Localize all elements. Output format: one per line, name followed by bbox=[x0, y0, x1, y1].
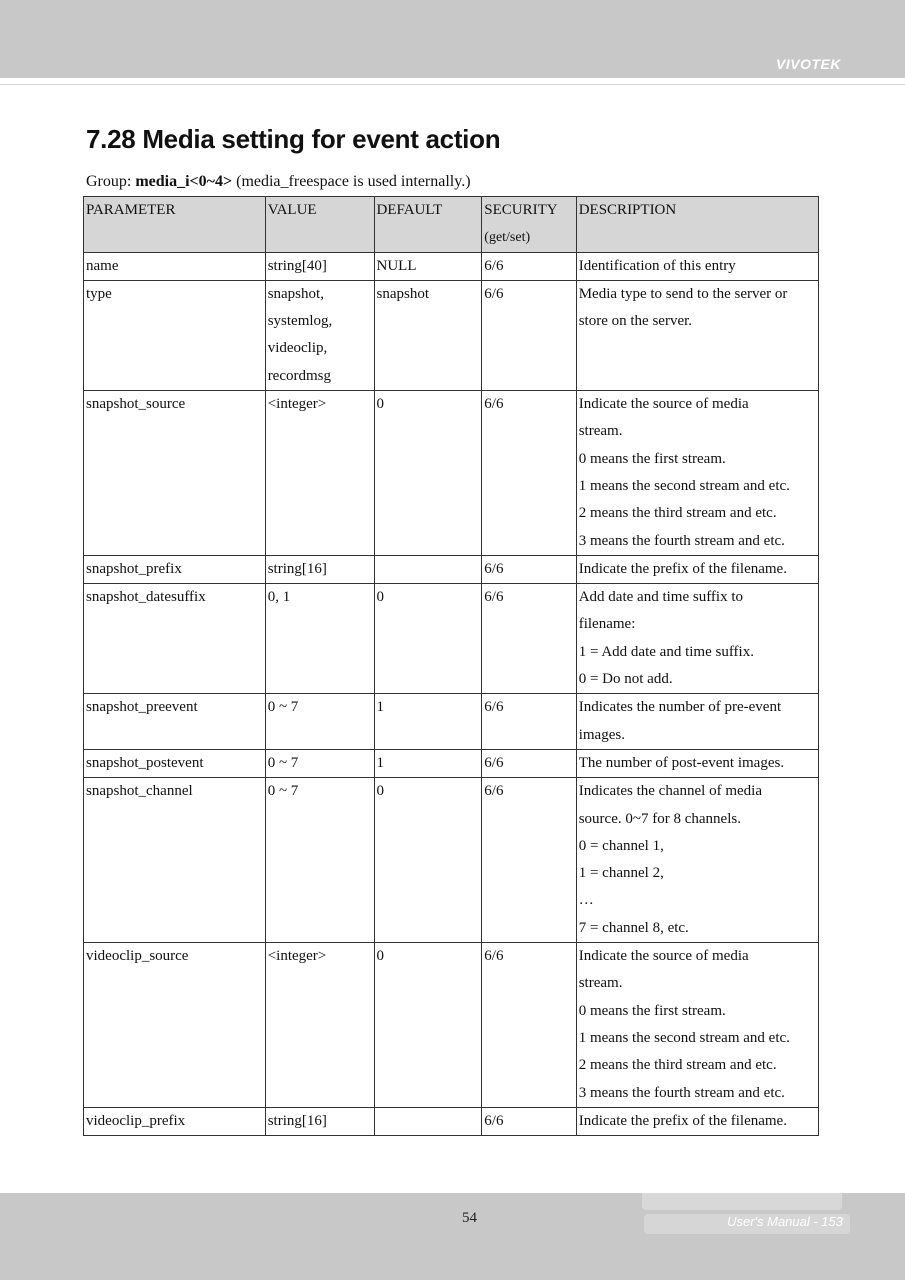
cell-value bbox=[265, 1107, 374, 1135]
cell-value bbox=[265, 584, 374, 694]
cell-default bbox=[374, 1107, 482, 1135]
cell-value-line: 0 ~ 7 bbox=[267, 754, 299, 771]
cell-description-line: Indicate the prefix of the filename. bbox=[578, 1112, 787, 1129]
manual-page-label: User's Manual - 153 bbox=[727, 1214, 843, 1229]
cell-default: 1 bbox=[374, 694, 482, 750]
group-name: media_i<0~4> bbox=[135, 173, 233, 190]
cell-description-line: 2 means the third stream and etc. bbox=[578, 1057, 777, 1074]
cell-value-line: <integer> bbox=[267, 396, 327, 413]
header-security-sub: (get/set) bbox=[484, 230, 531, 246]
cell-description-line: Add date and time suffix to bbox=[578, 589, 743, 606]
cell-value-line: recordmsg bbox=[267, 367, 331, 384]
cell-description-line: 3 means the fourth stream and etc. bbox=[578, 532, 785, 549]
cell-value bbox=[265, 749, 374, 777]
cell-value bbox=[265, 778, 374, 943]
cell-security: 6/6 bbox=[482, 1107, 576, 1135]
table-row bbox=[84, 943, 819, 1108]
cell-parameter: snapshot_preevent bbox=[84, 694, 266, 750]
table-row bbox=[84, 778, 819, 943]
header-parameter: PARAMETER bbox=[84, 197, 266, 253]
cell-description-line: store on the server. bbox=[578, 313, 693, 330]
cell-value-line: 0, 1 bbox=[267, 589, 291, 606]
cell-value-line: videoclip, bbox=[267, 340, 328, 357]
table-row bbox=[84, 1107, 819, 1135]
cell-description-line: stream. bbox=[578, 423, 623, 440]
cell-default: 0 bbox=[374, 943, 482, 1108]
cell-default: snapshot bbox=[374, 280, 482, 390]
table-body bbox=[84, 252, 819, 1136]
cell-parameter: snapshot_source bbox=[84, 391, 266, 556]
cell-value-line: snapshot, bbox=[267, 285, 324, 302]
cell-value-line: 0 ~ 7 bbox=[267, 783, 299, 800]
group-prefix: Group: bbox=[86, 173, 136, 190]
cell-description-line: Indicates the number of pre-event bbox=[578, 699, 782, 716]
section-title: 7.28 Media setting for event action bbox=[86, 124, 501, 154]
cell-security: 6/6 bbox=[482, 694, 576, 750]
cell-description-line: 0 means the first stream. bbox=[578, 450, 726, 467]
cell-value bbox=[265, 555, 374, 583]
cell-value bbox=[265, 694, 374, 750]
cell-parameter: snapshot_prefix bbox=[84, 555, 266, 583]
group-line bbox=[86, 173, 471, 191]
cell-value-line: string[16] bbox=[267, 560, 327, 577]
cell-description-line: 3 means the fourth stream and etc. bbox=[578, 1084, 785, 1101]
cell-value bbox=[265, 391, 374, 556]
header-default: DEFAULT bbox=[374, 197, 482, 253]
cell-description-line: 0 = Do not add. bbox=[578, 671, 673, 688]
table-row bbox=[84, 252, 819, 280]
cell-description-line: source. 0~7 for 8 channels. bbox=[578, 810, 741, 827]
cell-description-line: 2 means the third stream and etc. bbox=[578, 505, 777, 522]
table-row bbox=[84, 555, 819, 583]
cell-default bbox=[374, 555, 482, 583]
cell-default: 0 bbox=[374, 778, 482, 943]
footer-band bbox=[0, 1193, 905, 1280]
header-value: VALUE bbox=[265, 197, 374, 253]
header-security bbox=[482, 197, 576, 253]
header-band bbox=[0, 0, 905, 78]
cell-value bbox=[265, 252, 374, 280]
cell-security: 6/6 bbox=[482, 252, 576, 280]
table-header-row bbox=[84, 197, 819, 253]
cell-value-line: 0 ~ 7 bbox=[267, 699, 299, 716]
table-row bbox=[84, 391, 819, 556]
cell-description bbox=[576, 778, 818, 943]
cell-description-line: The number of post-event images. bbox=[578, 754, 785, 771]
cell-description-line: Identification of this entry bbox=[578, 257, 736, 274]
cell-parameter: snapshot_datesuffix bbox=[84, 584, 266, 694]
cell-description bbox=[576, 694, 818, 750]
cell-description-line: 7 = channel 8, etc. bbox=[578, 919, 689, 936]
cell-description-line: images. bbox=[578, 726, 625, 743]
header-description: DESCRIPTION bbox=[576, 197, 818, 253]
cell-description bbox=[576, 584, 818, 694]
cell-description-line: 0 = channel 1, bbox=[578, 837, 664, 854]
cell-description-line: 0 means the first stream. bbox=[578, 1002, 726, 1019]
cell-description bbox=[576, 391, 818, 556]
page-number: 54 bbox=[462, 1210, 477, 1226]
cell-parameter: type bbox=[84, 280, 266, 390]
cell-value-line: systemlog, bbox=[267, 313, 333, 330]
table-row bbox=[84, 694, 819, 750]
parameter-table bbox=[83, 196, 819, 1136]
table-row bbox=[84, 584, 819, 694]
cell-description bbox=[576, 943, 818, 1108]
cell-value-line: string[40] bbox=[267, 257, 327, 274]
cell-parameter: name bbox=[84, 252, 266, 280]
cell-default: NULL bbox=[374, 252, 482, 280]
cell-description-line: 1 = Add date and time suffix. bbox=[578, 643, 754, 660]
cell-parameter: videoclip_prefix bbox=[84, 1107, 266, 1135]
cell-value-line: string[16] bbox=[267, 1112, 327, 1129]
brand-logo: VIVOTEK bbox=[776, 56, 841, 72]
cell-security: 6/6 bbox=[482, 391, 576, 556]
cell-description bbox=[576, 749, 818, 777]
header-divider bbox=[0, 84, 905, 85]
cell-value bbox=[265, 280, 374, 390]
cell-security: 6/6 bbox=[482, 749, 576, 777]
cell-default: 0 bbox=[374, 391, 482, 556]
cell-parameter: snapshot_postevent bbox=[84, 749, 266, 777]
cell-security: 6/6 bbox=[482, 584, 576, 694]
cell-value-line: <integer> bbox=[267, 948, 327, 965]
cell-description-line: Indicates the channel of media bbox=[578, 783, 762, 800]
cell-security: 6/6 bbox=[482, 778, 576, 943]
cell-description-line: Indicate the source of media bbox=[578, 396, 749, 413]
cell-default: 0 bbox=[374, 584, 482, 694]
cell-description bbox=[576, 280, 818, 390]
cell-description bbox=[576, 252, 818, 280]
cell-description-line: filename: bbox=[578, 616, 636, 633]
cell-description-line: 1 means the second stream and etc. bbox=[578, 1029, 790, 1046]
cell-description-line: 1 = channel 2, bbox=[578, 865, 664, 882]
group-note: (media_freespace is used internally.) bbox=[232, 173, 471, 190]
cell-description-line: Indicate the prefix of the filename. bbox=[578, 560, 787, 577]
table-row bbox=[84, 280, 819, 390]
cell-description-line: Indicate the source of media bbox=[578, 948, 749, 965]
cell-security: 6/6 bbox=[482, 943, 576, 1108]
cell-security: 6/6 bbox=[482, 280, 576, 390]
cell-description-line: stream. bbox=[578, 975, 623, 992]
cell-description bbox=[576, 555, 818, 583]
cell-description-line: Media type to send to the server or bbox=[578, 285, 788, 302]
table-row bbox=[84, 749, 819, 777]
cell-value bbox=[265, 943, 374, 1108]
cell-parameter: snapshot_channel bbox=[84, 778, 266, 943]
header-security-label: SECURITY bbox=[484, 202, 558, 218]
cell-security: 6/6 bbox=[482, 555, 576, 583]
cell-description-line: … bbox=[578, 892, 594, 909]
cell-description bbox=[576, 1107, 818, 1135]
cell-parameter: videoclip_source bbox=[84, 943, 266, 1108]
cell-description-line: 1 means the second stream and etc. bbox=[578, 477, 790, 494]
cell-default: 1 bbox=[374, 749, 482, 777]
